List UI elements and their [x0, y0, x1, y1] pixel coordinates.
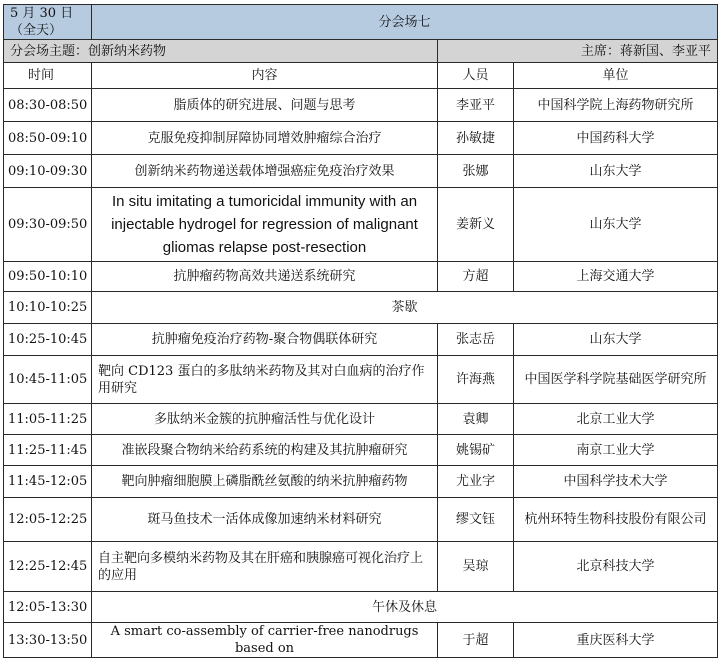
row-topic: 抗肿瘤药物高效共递送系统研究 — [92, 262, 438, 292]
row-topic: 靶向 CD123 蛋白的多肽纳米药物及其对白血病的治疗作用研究 — [92, 356, 438, 404]
row-topic: 脂质体的研究进展、问题与思考 — [92, 89, 438, 122]
table-row — [4, 188, 718, 262]
session-date: 5 月 30 日（全天） — [4, 5, 92, 40]
row-person: 方超 — [438, 262, 514, 292]
row-time: 11:45-12:05 — [4, 466, 92, 498]
column-header-row — [4, 63, 718, 89]
row-topic: 克服免疫抑制屏障协同增效肿瘤综合治疗 — [92, 122, 438, 155]
row-person: 李亚平 — [438, 89, 514, 122]
session-hosts: 主席：蒋新国、李亚平 — [438, 40, 718, 63]
column-header-person: 人员 — [438, 63, 514, 89]
row-topic: 斑马鱼技术一活体成像加速纳米材料研究 — [92, 498, 438, 542]
column-header-unit: 单位 — [514, 63, 718, 89]
session-venue: 分会场七 — [92, 5, 718, 40]
row-person: 于超 — [438, 623, 514, 658]
row-topic: A smart co-assembly of carrier-free nanodrugs based on — [92, 623, 438, 658]
row-person: 张娜 — [438, 155, 514, 188]
row-person: 张志岳 — [438, 324, 514, 356]
table-row — [4, 466, 718, 498]
row-unit: 杭州环特生物科技股份有限公司 — [514, 498, 718, 542]
row-time: 13:30-13:50 — [4, 623, 92, 658]
row-unit: 北京工业大学 — [514, 404, 718, 435]
table-row — [4, 356, 718, 404]
session-theme: 分会场主题：创新纳米药物 — [4, 40, 438, 63]
row-time: 11:05-11:25 — [4, 404, 92, 435]
table-row — [4, 542, 718, 592]
row-unit: 山东大学 — [514, 188, 718, 262]
row-topic: 准嵌段聚合物纳米给药系统的构建及其抗肿瘤研究 — [92, 435, 438, 466]
row-unit: 山东大学 — [514, 155, 718, 188]
schedule-table — [3, 4, 718, 658]
row-person: 吴琼 — [438, 542, 514, 592]
row-unit: 中国科学院上海药物研究所 — [514, 89, 718, 122]
table-row-break — [4, 592, 718, 623]
table-row — [4, 89, 718, 122]
row-person: 缪文钰 — [438, 498, 514, 542]
row-break-label: 茶歇 — [92, 292, 718, 324]
session-theme-row — [4, 40, 718, 63]
row-topic: 多肽纳米金簇的抗肿瘤活性与优化设计 — [92, 404, 438, 435]
row-person: 姚锡矿 — [438, 435, 514, 466]
row-unit: 中国药科大学 — [514, 122, 718, 155]
row-time: 10:45-11:05 — [4, 356, 92, 404]
table-row — [4, 498, 718, 542]
row-unit: 南京工业大学 — [514, 435, 718, 466]
row-time: 09:50-10:10 — [4, 262, 92, 292]
table-row — [4, 435, 718, 466]
row-topic: 自主靶向多模纳米药物及其在肝癌和胰腺癌可视化治疗上的应用 — [92, 542, 438, 592]
row-topic: 创新纳米药物递送载体增强癌症免疫治疗效果 — [92, 155, 438, 188]
row-unit: 山东大学 — [514, 324, 718, 356]
row-topic: 抗肿瘤免疫治疗药物-聚合物偶联体研究 — [92, 324, 438, 356]
row-unit: 中国医学科学院基础医学研究所 — [514, 356, 718, 404]
row-time: 10:25-10:45 — [4, 324, 92, 356]
row-time: 10:10-10:25 — [4, 292, 92, 324]
row-time: 09:30-09:50 — [4, 188, 92, 262]
row-break-label: 午休及休息 — [92, 592, 718, 623]
row-person: 许海燕 — [438, 356, 514, 404]
row-unit: 北京科技大学 — [514, 542, 718, 592]
row-topic: In situ imitating a tumoricidal immunity with an injectable hydrogel for regression of malignant gliomas relapse post-resection — [92, 188, 438, 262]
row-topic: 靶向肿瘤细胞膜上磷脂酰丝氨酸的纳米抗肿瘤药物 — [92, 466, 438, 498]
row-unit: 重庆医科大学 — [514, 623, 718, 658]
row-time: 12:05-13:30 — [4, 592, 92, 623]
table-row — [4, 324, 718, 356]
table-row-break — [4, 292, 718, 324]
row-unit: 上海交通大学 — [514, 262, 718, 292]
table-row — [4, 262, 718, 292]
column-header-time: 时间 — [4, 63, 92, 89]
row-time: 12:05-12:25 — [4, 498, 92, 542]
row-person: 孙敏捷 — [438, 122, 514, 155]
session-banner — [4, 5, 718, 40]
row-time: 08:30-08:50 — [4, 89, 92, 122]
table-row — [4, 404, 718, 435]
table-row — [4, 155, 718, 188]
table-row — [4, 623, 718, 658]
row-time: 08:50-09:10 — [4, 122, 92, 155]
row-time: 11:25-11:45 — [4, 435, 92, 466]
table-row — [4, 122, 718, 155]
column-header-content: 内容 — [92, 63, 438, 89]
row-time: 09:10-09:30 — [4, 155, 92, 188]
row-person: 姜新义 — [438, 188, 514, 262]
row-unit: 中国科学技术大学 — [514, 466, 718, 498]
row-person: 尤业字 — [438, 466, 514, 498]
row-time: 12:25-12:45 — [4, 542, 92, 592]
row-person: 袁卿 — [438, 404, 514, 435]
